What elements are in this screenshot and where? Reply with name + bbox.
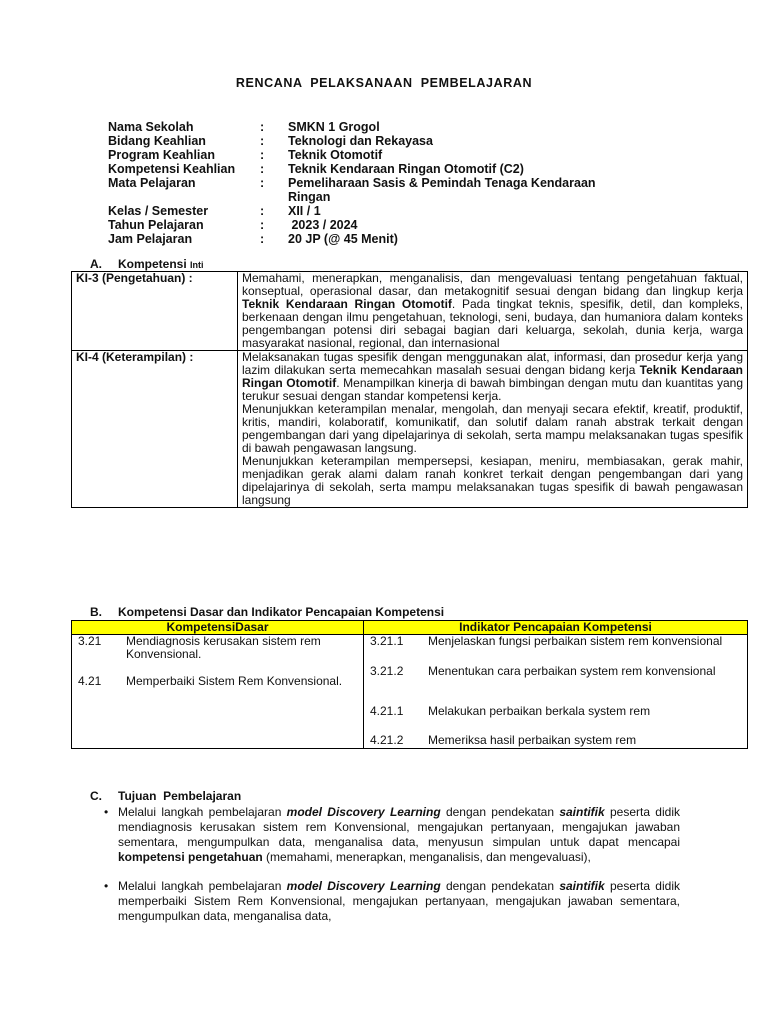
identity-colon: : <box>260 162 265 176</box>
identity-colon: : <box>260 148 265 162</box>
kd-header-row <box>72 621 748 635</box>
identity-row <box>108 218 668 232</box>
tujuan-item <box>90 879 680 924</box>
section-a-heading <box>90 257 204 271</box>
ki4-paragraph <box>242 351 743 403</box>
tujuan-text: dengan pendekatan <box>440 879 560 893</box>
identity-value: SMKN 1 Grogol <box>288 120 380 134</box>
identity-value: 2023 / 2024 <box>288 218 358 232</box>
identity-value: Teknik Otomotif <box>288 148 383 162</box>
identity-key: Nama Sekolah <box>108 120 194 134</box>
ki4-row <box>72 351 748 508</box>
ki4-text: Melaksanakan tugas spesifik dengan menggunakan alat, informasi, dan prosedur kerja yang lazim dilakukan serta memecahkan masalah sesuai dengan bidang kerja <box>242 350 743 377</box>
tujuan-approach: saintifik <box>559 879 605 893</box>
ki4-paragraph: Menunjukkan keterampilan menalar, mengolah, dan menyaji secara efektif, kreatif, produktif, kritis, mandiri, kolaboratif, komunikatif, dan solutif dalam ranah abstrak terkait dengan pengembangan dari yang dipelajarinya di sekolah, serta mampu melaksanakan tugas spesifik di bawah pengawasan langsung. <box>242 402 743 455</box>
identity-row <box>108 176 668 190</box>
identity-value: 20 JP (@ 45 Menit) <box>288 232 398 246</box>
identity-key: Program Keahlian <box>108 148 215 162</box>
tujuan-item <box>90 805 680 865</box>
identity-key <box>108 190 260 204</box>
tujuan-model: model Discovery Learning <box>286 879 441 893</box>
ipk-code: 4.21.1 <box>370 704 404 718</box>
tujuan-model: model Discovery Learning <box>286 805 441 819</box>
kompetensi-inti-table <box>71 271 748 508</box>
identity-row <box>108 148 668 162</box>
identity-key: Kompetensi Keahlian <box>108 162 236 176</box>
section-label-small: Inti <box>190 260 204 270</box>
document-title: RENCANA PELAKSANAAN PEMBELAJARAN <box>235 76 533 90</box>
ki4-paragraph: Menunjukkan keterampilan mempersepsi, kesiapan, meniru, membiasakan, gerak mahir, menjadikan gerak alami dalam ranah konkret terkait dengan pengembangan dari yang dipelajarinya di sekolah, serta mampu melaksanakan tugas spesifik di bawah pengawasan langsung <box>242 454 743 507</box>
ipk-text: Menentukan cara perbaikan system rem konvensional <box>428 664 716 678</box>
identity-row <box>108 162 668 176</box>
identity-colon: : <box>260 204 265 218</box>
tujuan-competence: kompetensi pengetahuan <box>118 850 263 864</box>
identity-colon: : <box>260 232 265 246</box>
identity-key: Mata Pelajaran <box>108 176 196 190</box>
section-label: Tujuan Pembelajaran <box>118 789 242 803</box>
ki3-text: Memahami, menerapkan, menganalisis, dan mengevaluasi tentang pengetahuan faktual, konseptual, operasional dasar, dan metakognitif sesuai dengan bidang dan lingkup kerja <box>242 271 743 298</box>
ki3-paragraph <box>242 272 743 350</box>
identity-colon: : <box>260 218 265 232</box>
section-number: C. <box>90 789 102 803</box>
ipk-cell <box>364 635 748 749</box>
identity-key: Jam Pelajaran <box>108 232 193 246</box>
identity-colon: : <box>260 120 265 134</box>
identity-row <box>108 204 668 218</box>
identity-value: Ringan <box>288 190 331 204</box>
section-b-heading <box>90 605 444 619</box>
identity-key: Tahun Pelajaran <box>108 218 204 232</box>
ki4-bold-text: Teknik Kendaraan Ringan Otomotif <box>242 363 744 390</box>
kd-text: Memperbaiki Sistem Rem Konvensional. <box>126 674 343 688</box>
tujuan-text: Melalui langkah pembelajaran <box>118 805 287 819</box>
section-label: Kompetensi Dasar dan Indikator Pencapaian Kompetensi <box>118 605 445 619</box>
kd-code: 3.21 <box>78 634 102 648</box>
section-number: B. <box>90 605 102 619</box>
identity-value: XII / 1 <box>288 204 321 218</box>
section-number: A. <box>90 257 102 271</box>
identity-colon: : <box>260 134 265 148</box>
ipk-text: Memeriksa hasil perbaikan system rem <box>428 733 637 747</box>
identity-row <box>108 232 668 246</box>
bullet-icon: • <box>104 805 109 819</box>
identity-value: Teknik Kendaraan Ringan Otomotif (C2) <box>288 162 524 176</box>
ipk-code: 3.21.1 <box>370 634 404 648</box>
tujuan-approach: saintifik <box>559 805 605 819</box>
ki3-content <box>238 272 748 351</box>
kd-item <box>72 635 363 675</box>
identity-row <box>108 134 668 148</box>
kd-text: Mendiagnosis kerusakan sistem rem Konvensional. <box>126 634 321 661</box>
identity-row <box>108 120 668 134</box>
ipk-item <box>364 705 747 734</box>
tujuan-text: dengan pendekatan <box>440 805 560 819</box>
tujuan-text: peserta didik mendiagnosis kerusakan sistem rem Konvensional, mengajukan pertanyaan, mengajukan jawaban sementara, mengumpulkan data, menganalisa data, menyusun simpulan untuk dapat mencapai <box>118 805 680 849</box>
identity-row <box>108 190 668 204</box>
identity-colon: : <box>260 176 265 190</box>
ki4-content <box>238 351 748 508</box>
identity-colon <box>260 190 288 204</box>
ipk-code: 3.21.2 <box>370 664 404 678</box>
ipk-code: 4.21.2 <box>370 733 404 747</box>
ipk-item <box>364 734 747 748</box>
section-label: Kompetensi <box>118 257 191 271</box>
ki4-label: KI-4 (Keterampilan) : <box>72 351 238 508</box>
tujuan-text: peserta didik memperbaiki Sistem Rem Konvensional, mengajukan pertanyaan, mengajukan jawaban sementara, mengumpulkan data, menganalisa data, <box>118 879 680 923</box>
identity-key: Kelas / Semester <box>108 204 209 218</box>
ki3-bold-text: Teknik Kendaraan Ringan Otomotif <box>242 297 452 311</box>
tujuan-section <box>90 789 680 938</box>
tujuan-text: (memahami, menerapkan, menganalisis, dan mengevaluasi), <box>262 850 591 864</box>
kd-code: 4.21 <box>78 674 102 688</box>
identity-key: Bidang Keahlian <box>108 134 206 148</box>
bullet-icon: • <box>104 879 109 893</box>
kd-header: KompetensiDasar <box>72 621 364 635</box>
ki3-text: . Pada tingkat teknis, spesifik, detil, dan kompleks, berkenaan dengan ilmu pengetahuan, teknologi, seni, budaya, dan humaniora dalam konteks pengembangan potensi diri sebagai bagian dari keluarga, sekolah, dunia kerja, warga masyarakat nasional, regional, dan internasional <box>242 297 743 350</box>
ipk-text: Melakukan perbaikan berkala system rem <box>428 704 651 718</box>
kd-cell <box>72 635 364 749</box>
tujuan-list <box>90 805 680 924</box>
kd-item <box>72 675 363 735</box>
kd-body-row <box>72 635 748 749</box>
identity-value: Teknologi dan Rekayasa <box>288 134 433 148</box>
section-c-heading <box>90 789 680 803</box>
ipk-item <box>364 665 747 705</box>
kompetensi-dasar-table <box>71 620 748 749</box>
identity-value: Pemeliharaan Sasis & Pemindah Tenaga Kendaraan <box>288 176 596 190</box>
ki3-label: KI-3 (Pengetahuan) : <box>72 272 238 351</box>
tujuan-text: Melalui langkah pembelajaran <box>118 879 287 893</box>
ki3-row <box>72 272 748 351</box>
ipk-header: Indikator Pencapaian Kompetensi <box>364 621 748 635</box>
ki4-text: . Menampilkan kinerja di bawah bimbingan dengan mutu dan kuantitas yang terukur sesuai dengan standar kompetensi kerja. <box>242 376 743 403</box>
ipk-item <box>364 635 747 665</box>
identity-block <box>108 120 668 246</box>
ipk-text: Menjelaskan fungsi perbaikan sistem rem konvensional <box>428 634 723 648</box>
